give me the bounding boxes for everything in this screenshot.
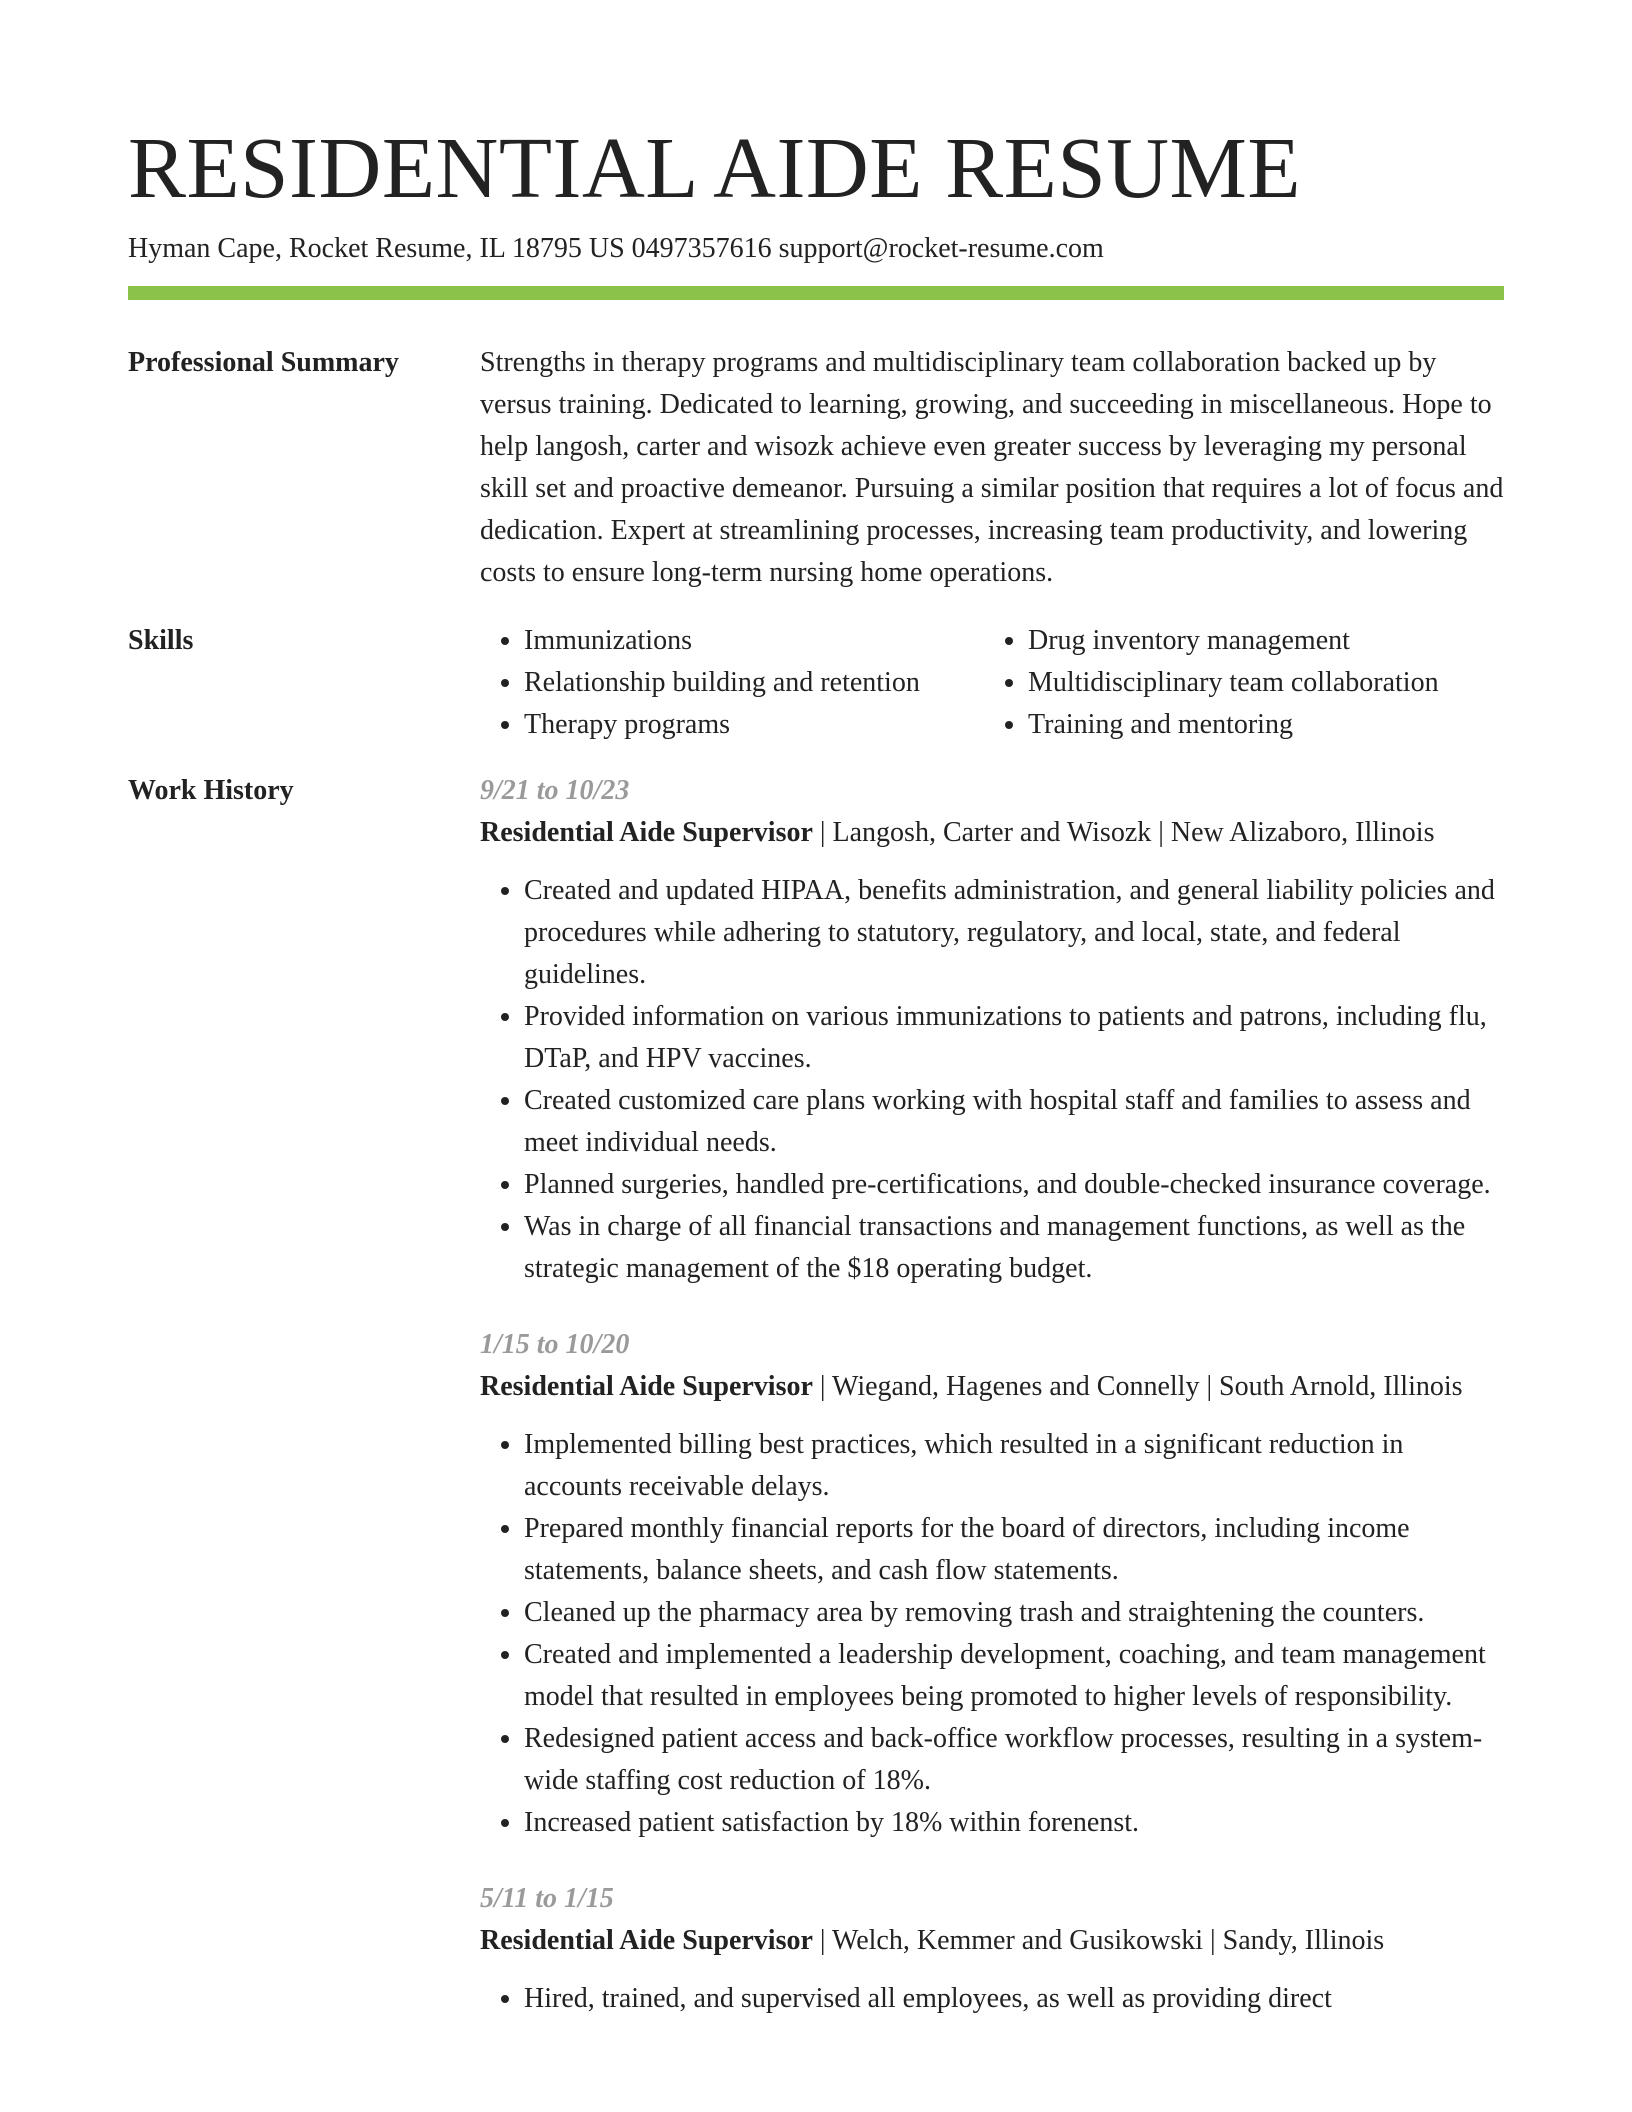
summary-label: Professional Summary (128, 347, 399, 378)
job-bullet: • Created customized care plans working with hospital staff and families to assess and meet individual needs. (524, 1080, 1504, 1164)
skills-label: Skills (128, 625, 194, 656)
skill-item: • Relationship building and retention (524, 662, 984, 704)
job-date: 9/21 to 10/23 (480, 775, 630, 806)
skills-grid (480, 620, 1504, 746)
job-date: 1/15 to 10/20 (480, 1329, 630, 1360)
job-details: | Welch, Kemmer and Gusikowski | Sandy, Illinois (812, 1925, 1385, 1956)
skill-item: • Drug inventory management (1028, 620, 1488, 662)
job-role: Residential Aide Supervisor (480, 817, 813, 848)
job-bullet: • Planned surgeries, handled pre-certifications, and double-checked insurance coverage. (524, 1164, 1504, 1206)
job-bullet: • Was in charge of all financial transactions and management functions, as well as the strategic management of the $18 operating budget. (524, 1206, 1504, 1290)
summary-text: Strengths in therapy programs and multidisciplinary team collaboration backed up by versus training. Dedicated to learning, growing, and succeeding in miscellaneous. Hope to help langosh, carter and wisozk achieve even greater success by leveraging my personal skill set and proactive demeanor. Pursuing a similar position that requires a lot of focus and dedication. Expert at streamlining processes, increasing team productivity, and lowering costs to ensure long-term nursing home operations. (480, 347, 1504, 588)
job-header (480, 1920, 1504, 1962)
skills-section (128, 626, 1504, 746)
job-bullet: • Prepared monthly financial reports for the board of directors, including income statements, balance sheets, and cash flow statements. (524, 1508, 1504, 1592)
job-header (480, 812, 1504, 854)
job-role: Residential Aide Supervisor (480, 1925, 813, 1956)
job-entry (480, 1878, 1504, 2020)
job-bullet: • Created and implemented a leadership development, coaching, and team management model that resulted in employees being promoted to higher levels of responsibility. (524, 1634, 1504, 1718)
job-bullets (480, 1978, 1504, 2020)
job-entry (480, 1324, 1504, 1844)
accent-divider (128, 286, 1504, 300)
skills-column-right (984, 620, 1488, 746)
job-bullets (480, 1424, 1504, 1844)
skill-item: • Multidisciplinary team collaboration (1028, 662, 1488, 704)
job-bullets (480, 870, 1504, 1290)
skill-item: • Training and mentoring (1028, 704, 1488, 746)
skill-item: • Therapy programs (524, 704, 984, 746)
work-history-section (128, 776, 1504, 2054)
job-bullet: • Provided information on various immunizations to patients and patrons, including flu, DTaP, and HPV vaccines. (524, 996, 1504, 1080)
job-details: | Langosh, Carter and Wisozk | New Alizaboro, Illinois (812, 817, 1435, 848)
job-details: | Wiegand, Hagenes and Connelly | South Arnold, Illinois (812, 1371, 1463, 1402)
job-date: 5/11 to 1/15 (480, 1883, 614, 1914)
skill-item: • Immunizations (524, 620, 984, 662)
skills-column-left (480, 620, 984, 746)
resume-title: RESIDENTIAL AIDE RESUME (128, 119, 1302, 216)
contact-line: Hyman Cape, Rocket Resume, IL 18795 US 0497357616 support@rocket-resume.com (128, 233, 1104, 264)
resume-page (128, 0, 1504, 2054)
job-bullet: • Hired, trained, and supervised all employees, as well as providing direct (524, 1978, 1504, 2020)
job-bullet: • Cleaned up the pharmacy area by removing trash and straightening the counters. (524, 1592, 1504, 1634)
job-bullet: • Increased patient satisfaction by 18% within forenenst. (524, 1802, 1504, 1844)
job-header (480, 1366, 1504, 1408)
job-entry (480, 770, 1504, 1290)
work-history-label: Work History (128, 775, 294, 806)
job-role: Residential Aide Supervisor (480, 1371, 813, 1402)
job-bullet: • Created and updated HIPAA, benefits administration, and general liability policies and procedures while adhering to statutory, regulatory, and local, state, and federal guidelines. (524, 870, 1504, 996)
job-bullet: • Implemented billing best practices, which resulted in a significant reduction in accounts receivable delays. (524, 1424, 1504, 1508)
summary-section (128, 348, 1504, 594)
job-bullet: • Redesigned patient access and back-office workflow processes, resulting in a system-wide staffing cost reduction of 18%. (524, 1718, 1504, 1802)
